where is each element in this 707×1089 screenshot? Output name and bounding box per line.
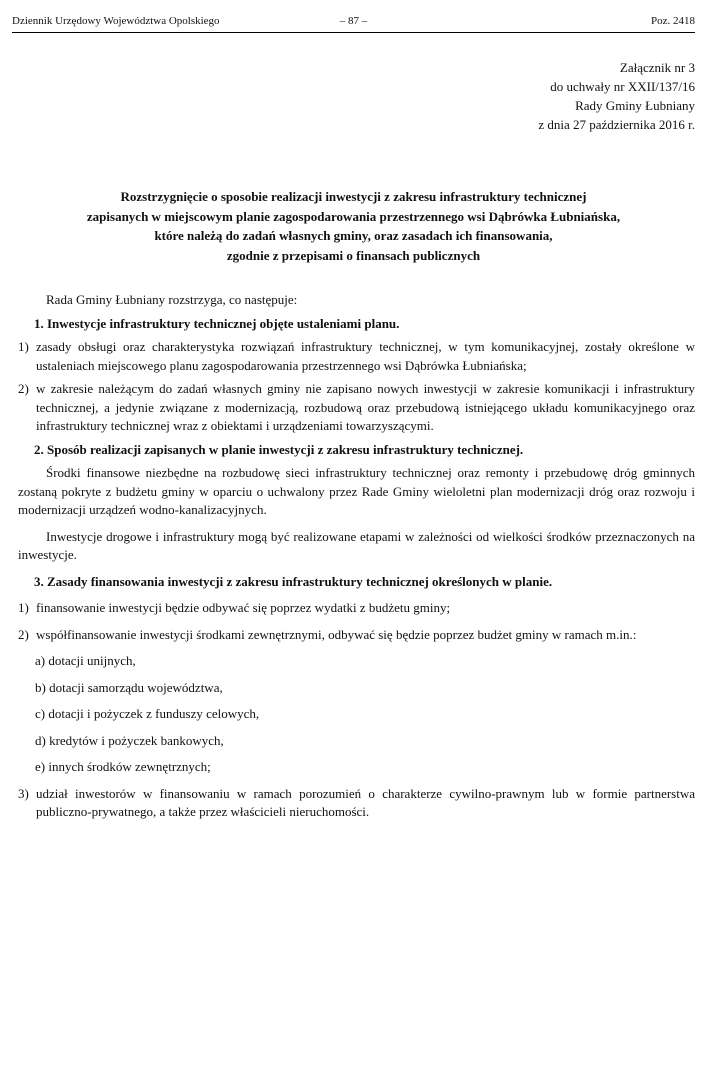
item-text: współfinansowanie inwestycji środkami zewnętrznymi, odbywać się będzie poprzez budżet gminy w ramach m.in.:	[36, 626, 637, 642]
document-body	[18, 291, 695, 822]
item-number: 2)	[18, 626, 29, 642]
item-text: w zakresie należącym do zadań własnych gminy nie zapisano nowych inwestycji w zakresie komunikacji i infrastruktury technicznej, a jedynie związane z modernizacją, rozbudową oraz przebudową istniejącego układu komunikacyjnego oraz infrastruktury technicznej wraz z obiektami i urządzeniami towarzyszącymi.	[36, 381, 695, 433]
annex-line: Załącznik nr 3	[619, 60, 695, 75]
sub-item: c) dotacji i pożyczek z funduszy celowych,	[35, 706, 260, 721]
annex-line: z dnia 27 października 2016 r.	[538, 117, 695, 132]
item-number: 1)	[18, 339, 29, 354]
list-item	[18, 626, 695, 645]
position-number: Poz. 2418	[651, 15, 695, 27]
section-2-heading: 2. Sposób realizacji zapisanych w planie inwestycji z zakresu infrastruktury technicznej.	[34, 441, 524, 457]
list-item	[18, 338, 695, 375]
sub-item: a) dotacji unijnych,	[35, 653, 136, 668]
item-number: 2)	[18, 381, 29, 396]
title-line: które należą do zadań własnych gminy, oraz zasadach ich finansowania,	[154, 228, 553, 243]
list-item	[18, 599, 695, 618]
section-3-heading: 3. Zasady finansowania inwestycji z zakresu infrastruktury technicznej określonych w planie.	[34, 573, 553, 589]
title-line: zgodnie z przepisami o finansach publicznych	[226, 247, 481, 263]
sub-item: b) dotacji samorządu województwa,	[35, 679, 223, 695]
paragraph: Inwestycje drogowe i infrastruktury mogą być realizowane etapami w zależności od wielkości środków przeznaczonych na inwestycje.	[18, 528, 695, 562]
document-title	[30, 187, 677, 265]
page-number: – 87 –	[339, 15, 368, 27]
item-number: 1)	[18, 600, 29, 615]
paragraph: Środki finansowe niezbędne na rozbudowę sieci infrastruktury technicznej oraz remonty i przebudowę dróg gminnych zostaną pokryte z budżetu gminy w oparciu o uchwalony przez Rade Gminy wieloletni plan modernizacji dróg oraz rozwoju i modernizacji urządzeń wodno-kanalizacyjnych.	[18, 465, 695, 517]
journal-name: Dziennik Urzędowy Województwa Opolskiego	[12, 15, 220, 27]
section-1-heading: 1. Inwestycje infrastruktury technicznej objęte ustaleniami planu.	[34, 315, 400, 331]
sub-item: d) kredytów i pożyczek bankowych,	[35, 732, 224, 748]
annex-line: do uchwały nr XXII/137/16	[550, 79, 695, 94]
running-header	[12, 14, 695, 33]
sub-item: e) innych środków zewnętrznych;	[35, 759, 211, 774]
title-line: zapisanych w miejscowym planie zagospodarowania przestrzennego wsi Dąbrówka Łubniańska,	[86, 208, 621, 224]
annex-reference	[538, 58, 695, 134]
list-item	[18, 785, 695, 822]
item-text: finansowanie inwestycji będzie odbywać się poprzez wydatki z budżetu gminy;	[36, 600, 451, 615]
title-line: Rozstrzygnięcie o sposobie realizacji inwestycji z zakresu infrastruktury technicznej	[120, 189, 587, 204]
item-number: 3)	[18, 785, 29, 801]
intro-paragraph: Rada Gminy Łubniany rozstrzyga, co następuje:	[46, 292, 298, 307]
item-text: zasady obsługi oraz charakterystyka rozwiązań infrastruktury technicznej, w tym komunikacyjnej, zostały określone w ustaleniach miejscowego planu zagospodarowania przestrzennego wsi Dąbrówka Łubniańska;	[36, 339, 695, 373]
item-text: udział inwestorów w finansowaniu w ramach porozumień o charakterze cywilno-prawnym lub w formie partnerstwa publiczno-prywatnego, a także przez właścicieli nieruchomości.	[36, 785, 695, 819]
annex-line: Rady Gminy Łubniany	[575, 98, 695, 113]
list-item	[18, 380, 695, 436]
